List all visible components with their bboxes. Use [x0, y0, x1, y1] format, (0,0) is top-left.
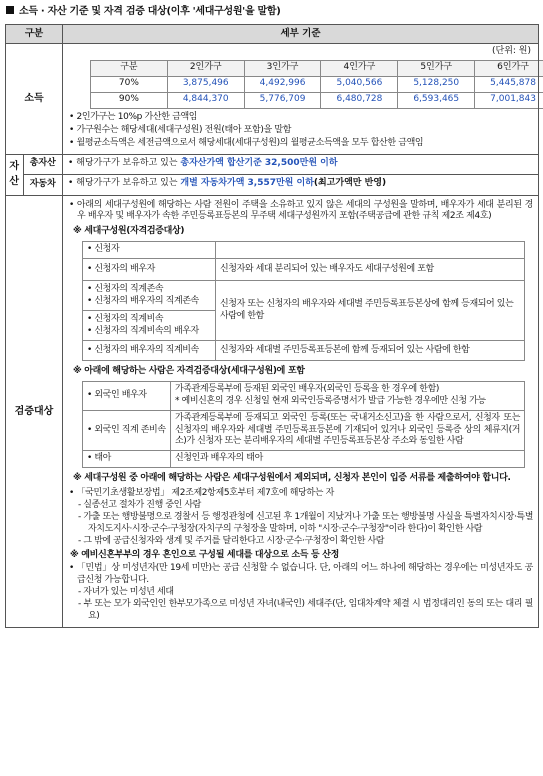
- civil-item: • 「민법」상 미성년자(만 19세 미만)는 공급 신청할 수 없습니다. 단, 아래의 어느 하나에 해당하는 경우에는 미성년자도 공급신청 가능합니다.: [69, 563, 533, 586]
- target-label: 검증대상: [6, 195, 63, 627]
- income-table: [90, 60, 543, 109]
- included-row: • 외국인 배우자 가족관계등록부에 등재된 외국인 배우자(외국인 등록을 한 경우에 한함) * 예비신혼의 경우 신청일 현재 외국인등록증명서가 발급 가능한 경우에만 신청 가능: [83, 381, 525, 410]
- table-header: [6, 25, 539, 44]
- income-row-70: 70% 3,875,496 4,492,996 5,040,566 5,128,250 5,445,878: [91, 76, 543, 92]
- income-note: • 월평균소득액은 세전금액으로서 해당세대(세대구성원)의 월평균소득액을 모두 합산한 금액임: [69, 137, 424, 148]
- member-merged-note: 신청자 또는 신청자의 배우자와 세대별 주민등록표등본상에 함께 등재되어 있는 사람에 한함: [216, 281, 525, 341]
- included-heading: ※ 아래에 해당하는 사람은 자격검증대상(세대구성원)에 포함: [73, 366, 305, 376]
- income-detail: [63, 44, 539, 155]
- civil-dash: - 자녀가 있는 미성년 세대: [78, 587, 174, 598]
- target-intro: • 아래의 세대구성원에 해당하는 사람 전원이 주택을 소유하고 있지 않은 세대의 구성원을 말하며, 배우자가 세대 분리된 경우 배우자 및 배우자가 속한 주민등록표등본의 무주택 세대구성원까지 포함(주택공급에 관한 규칙 제2조 제4호): [69, 199, 533, 222]
- asset-detail: [63, 154, 539, 195]
- member-row: • 신청자의 배우자의 직계비속 신청자와 세대별 주민등록표등본에 함께 등재되어 있는 사람에 한함: [83, 341, 525, 361]
- law-dash: - 그 밖에 공급신청자와 생계 및 주거를 달리한다고 시장·군수·구청장이 확인한 사람: [78, 535, 385, 546]
- member-row: • 신청자의 직계존속 • 신청자의 배우자의 직계존속 신청자 또는 신청자의 배우자와 세대별 주민등록표등본상에 함께 등재되어 있는 사람에 한함: [83, 281, 525, 311]
- excluded-note: ※ 세대구성원 중 아래에 해당하는 사람은 세대구성원에서 제외되며, 신청자 본인이 입증 서류를 제출하여야 합니다.: [73, 473, 511, 484]
- unit-label: (단위: 원): [492, 46, 531, 56]
- section-title: 소득 · 자산 기준 및 자격 검증 대상(이후 '세대구성원'을 말함): [6, 5, 280, 18]
- included-row: • 태아 신청인과 배우자의 태아: [83, 451, 525, 468]
- member-heading: ※ 세대구성원(자격검증대상): [73, 226, 185, 237]
- header-category: 구분: [6, 25, 63, 44]
- law-dash: - 가출 또는 행방불명으로 경찰서 등 행정관청에 신고된 후 1개월이 지났거나 가출 또는 행방불명 사실을 특별자치시장·특별자치도지사·시장·군수·구청장(자치구의 구청장을 말하며, 이하 "시장·군수·구청장"이라 한다)이 확인한 사람: [78, 511, 533, 534]
- included-row: • 외국인 직계 존비속 가족관계등록부에 등재되고 외국인 등록(또는 국내거소신고)을 한 사람으로서, 신청자 또는 신청자의 배우자와 세대별 주민등록표등본에 기재되어 있거나 외국인 등록증 상의 체류지(거소)가 신청자 또는 분리배우자의 세대별 주민등록표등본상 주소와 동일한 사람: [83, 410, 525, 451]
- income-note: • 2인가구는 10%p 가산한 금액임: [69, 111, 198, 122]
- car-asset-text: • 해당가구가 보유하고 있는 개별 자동차가액 3,557만원 이하(최고가액만 반영): [68, 177, 387, 188]
- member-row: • 신청자의 배우자 신청자와 세대 분리되어 있는 배우자도 세대구성원에 포함: [83, 259, 525, 281]
- prenuptial-note: ※ 예비신혼부부의 경우 혼인으로 구성될 세대를 대상으로 소득 등 산정: [70, 549, 339, 560]
- income-header-row: 구분 2인가구 3인가구 4인가구 5인가구 6인가구: [91, 60, 543, 76]
- civil-dash: - 부 또는 모가 외국인인 한부모가족으로 미성년 자녀(내국인) 세대주(단, 임대차계약 체결 시 법정대리인 동의 또는 대리 필요): [78, 599, 533, 621]
- income-label: 소득: [6, 44, 63, 155]
- asset-label: 자 산: [6, 155, 23, 195]
- total-asset-text: • 해당가구가 보유하고 있는 총자산가액 합산기준 32,500만원 이하: [63, 155, 538, 175]
- income-note: • 가구원수는 해당세대(세대구성원) 전원(태아 포함)을 말함: [69, 124, 292, 135]
- square-bullet-icon: [6, 6, 14, 14]
- asset-label-cell: [6, 154, 63, 195]
- total-asset-label: 총자산: [23, 155, 62, 175]
- law-item: • 「국민기초생활보장법」 제2조제2항제5호부터 제7호에 해당하는 자: [69, 488, 334, 499]
- income-row-90: 90% 4,844,370 5,776,709 6,480,728 6,593,465 7,001,843: [91, 92, 543, 108]
- target-row: [6, 195, 539, 627]
- criteria-table: [5, 24, 539, 628]
- target-detail: [63, 195, 539, 627]
- member-row: • 신청자: [83, 242, 525, 259]
- asset-row: [6, 154, 539, 195]
- header-detail: 세부 기준: [63, 25, 539, 44]
- income-row: [6, 44, 539, 155]
- car-asset-label: 자동차: [29, 178, 56, 189]
- included-table: [82, 381, 525, 468]
- member-row: • 신청자의 직계비속 • 신청자의 직계비속의 배우자: [83, 311, 525, 341]
- law-dash: - 실종선고 절차가 진행 중인 사람: [78, 500, 201, 510]
- member-table: [82, 241, 525, 361]
